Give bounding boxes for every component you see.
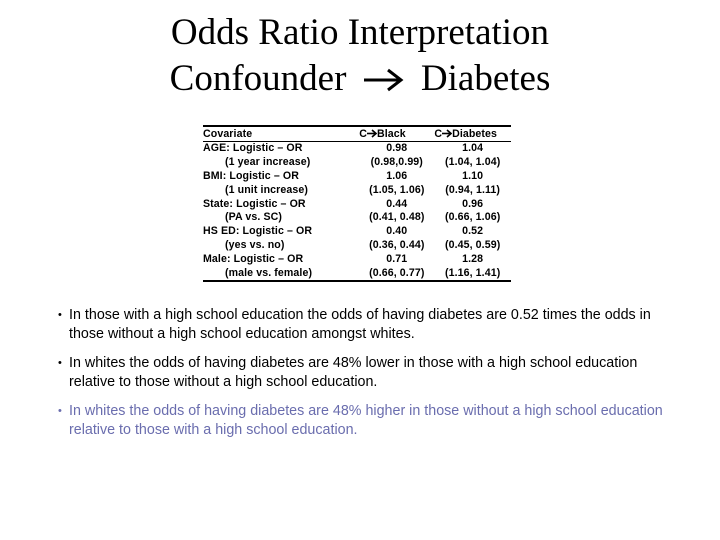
right-arrow-icon [362, 67, 406, 93]
right-arrow-icon [367, 129, 377, 138]
row-label: Male: Logistic – OR [203, 252, 304, 265]
table-row [203, 156, 511, 170]
row-black-value: 0.71 [386, 252, 408, 265]
row-black-value: (1.05, 1.06) [369, 183, 425, 196]
row-diabetes-value: (0.66, 1.06) [444, 211, 501, 224]
bullet-dot-icon: • [58, 357, 62, 369]
row-diabetes-value: 0.52 [462, 225, 484, 238]
row-diabetes-value: (0.94, 1.11) [445, 183, 501, 196]
header-c-black-prefix: C [359, 127, 367, 140]
bullet-item [58, 402, 668, 440]
row-diabetes-value: 1.04 [462, 142, 484, 155]
row-label: BMI: Logistic – OR [203, 169, 299, 182]
bullet-list [58, 306, 668, 450]
bullet-item [58, 354, 668, 392]
bullet-text: In those with a high school education the odds of having diabetes are 0.52 times the odds in those without a high school education amongst whites. [69, 307, 651, 342]
row-label: AGE: Logistic – OR [203, 142, 303, 155]
row-black-value: (0.41, 0.48) [369, 211, 425, 224]
row-label: (1 unit increase) [225, 183, 308, 196]
table-row [203, 170, 511, 184]
bullet-text: In whites the odds of having diabetes are 48% higher in those without a high school education relative to those with a high school education. [69, 403, 663, 438]
row-black-value: (0.66, 0.77) [359, 266, 434, 281]
title-confounder: Confounder [169, 58, 347, 99]
row-diabetes-value: 0.96 [462, 197, 484, 210]
slide-title [0, 10, 720, 102]
header-c-black [359, 126, 434, 142]
row-diabetes-value: 1.28 [462, 252, 484, 265]
covariate-table [203, 125, 511, 282]
title-line-1: Odds Ratio Interpretation [170, 12, 550, 53]
right-arrow-icon [442, 129, 452, 138]
bullet-dot-icon: • [58, 309, 62, 321]
row-label: HS ED: Logistic – OR [203, 225, 313, 238]
header-c-black-suffix: Black [377, 127, 406, 140]
header-covariate: Covariate [203, 126, 359, 142]
row-label: (yes vs. no) [225, 238, 285, 251]
bullet-item [58, 306, 668, 344]
row-label: (1 year increase) [225, 156, 311, 169]
row-black-value: 1.06 [386, 169, 408, 182]
row-label: (PA vs. SC) [225, 211, 283, 224]
row-black-value: (0.98,0.99) [370, 156, 423, 169]
table-row [203, 211, 511, 225]
table-row [203, 183, 511, 197]
header-c-diabetes-prefix: C [434, 127, 443, 140]
row-black-value: 0.40 [386, 225, 408, 238]
row-label: State: Logistic – OR [203, 197, 306, 210]
row-diabetes-value: (1.16, 1.41) [434, 266, 511, 281]
bullet-text: In whites the odds of having diabetes are 48% lower in those with a high school education relative to those without a high school education. [69, 355, 638, 390]
table-row [203, 252, 511, 266]
bullet-dot-icon: • [58, 405, 62, 417]
row-diabetes-value: (1.04, 1.04) [444, 156, 501, 169]
header-c-diabetes [434, 126, 511, 142]
table-row [203, 225, 511, 239]
title-diabetes: Diabetes [420, 58, 551, 99]
table-row [203, 142, 511, 156]
row-diabetes-value: (0.45, 0.59) [444, 238, 501, 251]
row-black-value: 0.98 [386, 142, 408, 155]
table-header-row [203, 126, 511, 142]
row-label: (male vs. female) [203, 266, 359, 281]
table-row [203, 239, 511, 253]
table-row [203, 266, 511, 281]
header-c-diabetes-suffix: Diabetes [452, 127, 498, 140]
row-black-value: 0.44 [386, 197, 408, 210]
title-line-2 [0, 56, 720, 102]
row-black-value: (0.36, 0.44) [369, 238, 425, 251]
table-row [203, 197, 511, 211]
row-diabetes-value: 1.10 [462, 169, 484, 182]
